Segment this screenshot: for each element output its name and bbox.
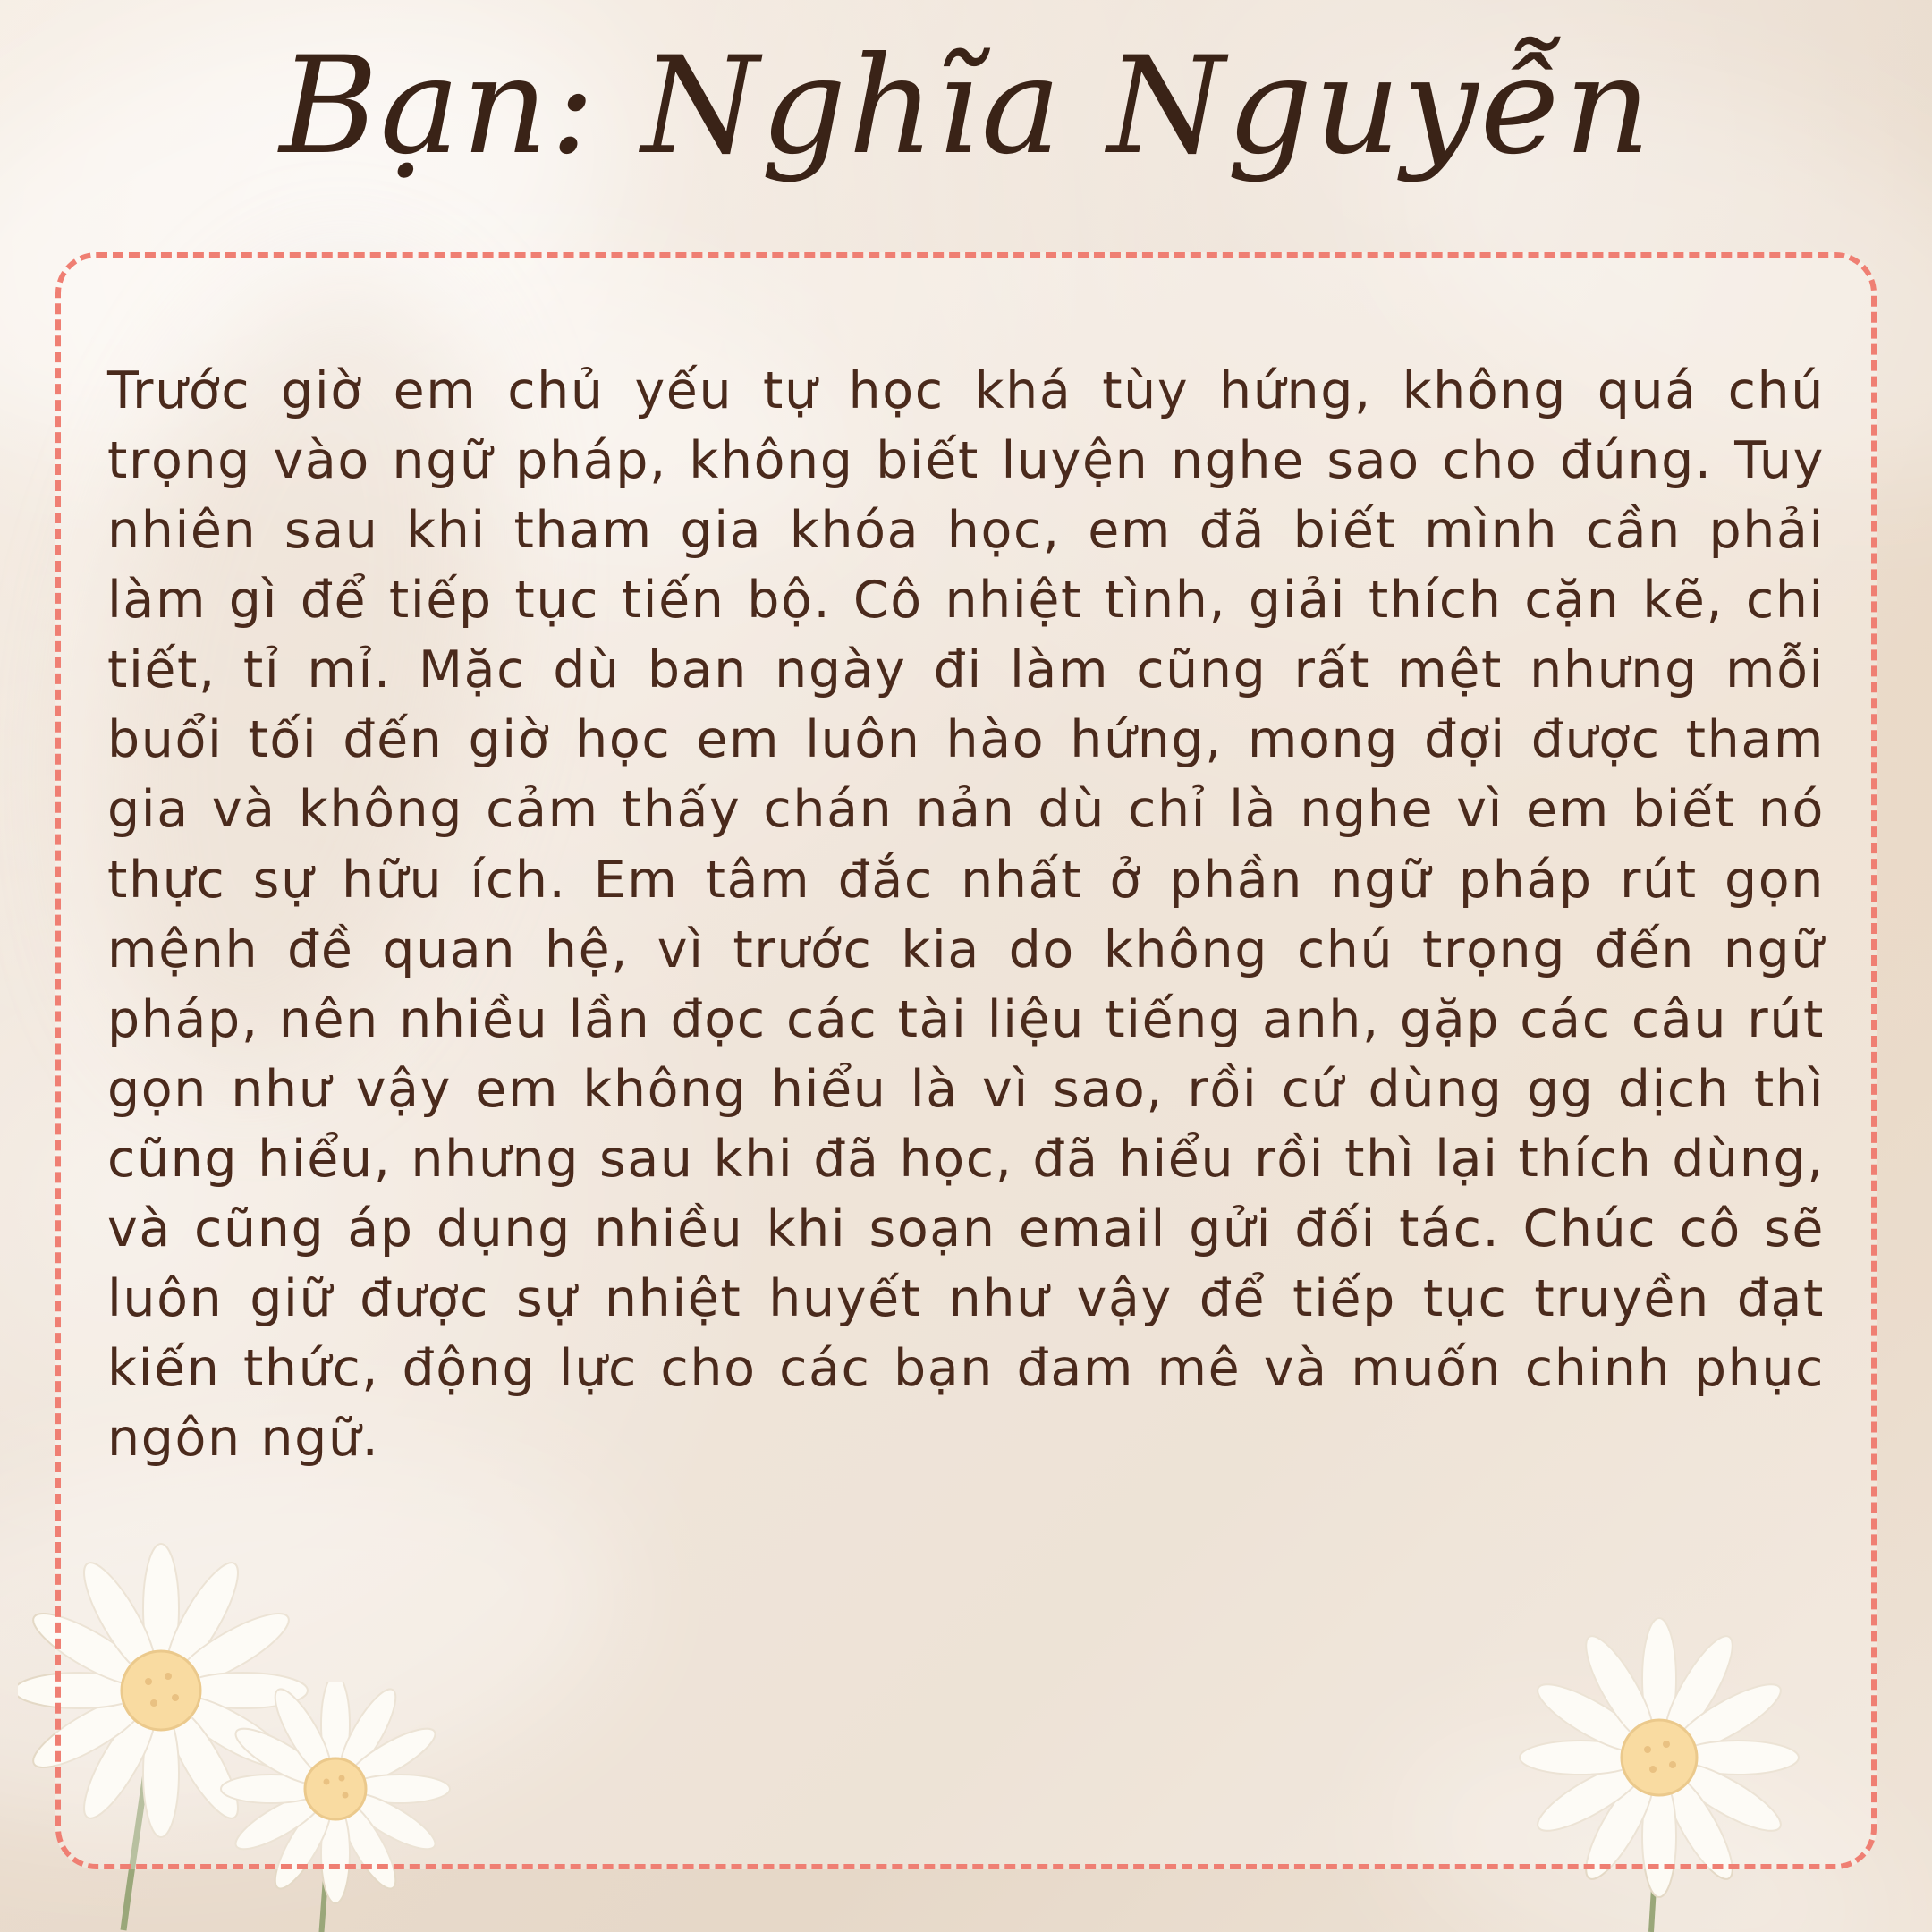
testimonial-text: Trước giờ em chủ yếu tự học khá tùy hứng, không quá chú trọng vào ngữ pháp, không biết luyện nghe sao cho đúng. Tuy nhiên sau khi tham gia khóa học, em đã biết mình cần phải làm gì để tiếp tục tiến bộ. Cô nhiệt tình, giải thích cặn kẽ, chi tiết, tỉ mỉ. Mặc dù ban ngày đi làm cũng rất mệt nhưng mỗi buổi tối đến giờ học em luôn hào hứng, mong đợi được tham gia và không cảm thấy chán nản dù chỉ là nghe vì em biết nó thực sự hữu ích. Em tâm đắc nhất ở phần ngữ pháp rút gọn mệnh đề quan hệ, vì trước kia do không chú trọng đến ngữ pháp, nên nhiều lần đọc các tài liệu tiếng anh, gặp các câu rút gọn như vậy em không hiểu là vì sao, rồi cứ dùng gg dịch thì cũng hiểu, nhưng sau khi đã học, đã hiểu rồi thì lại thích dùng, và cũng áp dụng nhiều khi soạn email gửi đối tác. Chúc cô sẽ luôn giữ được sự nhiệt huyết như vậy để tiếp tục truyền đạt kiến thức, động lực cho các bạn đam mê và muốn chinh phục ngôn ngữ. bbox=[107, 361, 1825, 1469]
testimonial-body-container bbox=[107, 356, 1825, 1473]
page-title: Bạn: Nghĩa Nguyễn bbox=[279, 29, 1653, 184]
